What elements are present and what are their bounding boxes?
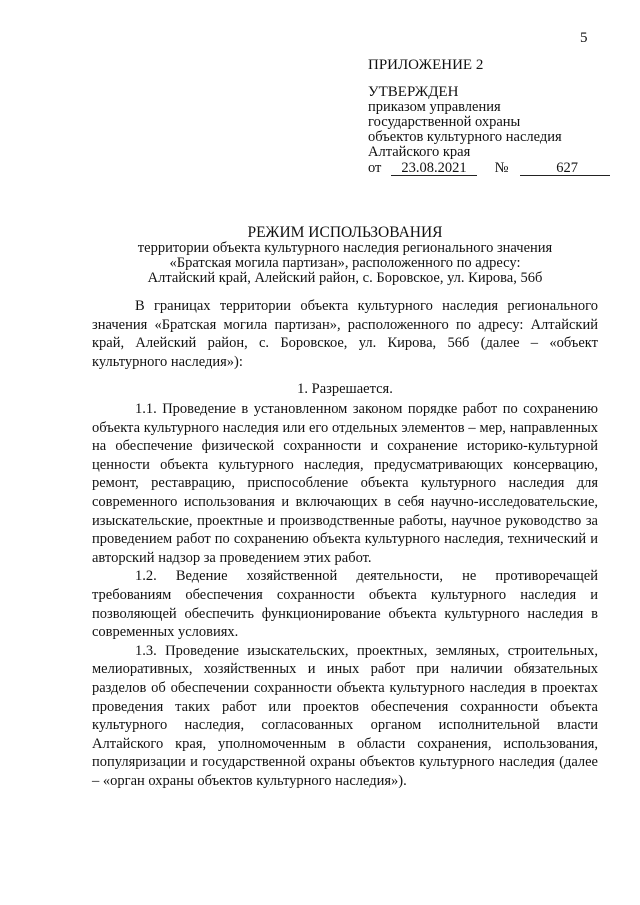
intro-paragraph: В границах территории объекта культурного наследия регионального значения «Братская могила партизан», расположенного по адресу: Алтайский край, Алейский район, с. Боровское, ул. Кирова, 56б (далее – «объект культурного наследия»):: [92, 298, 598, 370]
number-prefix: №: [494, 160, 509, 176]
section-heading: 1. Разрешается.: [297, 381, 393, 397]
date-prefix: от: [368, 160, 382, 176]
document-title: РЕЖИМ ИСПОЛЬЗОВАНИЯ: [247, 224, 443, 241]
approval-block: [368, 58, 610, 176]
list-item: 1.3. Проведение изыскательских, проектных, земляных, строительных, мелиоративных, хозяйственных и иных работ при наличии обязательных разделов об обеспечении сохранности объекта культурного наследия в проектах проведения таких работ или проектов обеспечения сохранности объекта культурного наследия, согласованных органом исполнительной власти Алтайского края, уполномоченным в области сохранения, использования, популяризации и государственной охраны объектов культурного наследия (далее – «орган охраны объектов культурного наследия»).: [92, 642, 598, 789]
document-title-block: [92, 225, 598, 286]
title-line: Алтайский край, Алейский район, с. Боровское, ул. Кирова, 56б: [147, 270, 543, 286]
approval-line: приказом управления: [368, 99, 501, 115]
appendix-label: ПРИЛОЖЕНИЕ 2: [368, 57, 484, 73]
page-number: 5: [580, 30, 588, 46]
list-item: 1.2. Ведение хозяйственной деятельности, не противоречащей требованиям обеспечения сохранности объекта культурного наследия и позволяющей обеспечить функционирование объекта культурного наследия в современных условиях.: [92, 568, 598, 641]
title-line: «Братская могила партизан», расположенного по адресу:: [169, 255, 521, 271]
approval-line: Алтайского края: [368, 144, 471, 160]
order-number: 627: [520, 161, 610, 176]
approval-line: объектов культурного наследия: [368, 129, 562, 145]
order-date-line: [368, 161, 610, 176]
order-date: 23.08.2021: [391, 161, 477, 176]
title-line: территории объекта культурного наследия регионального значения: [137, 240, 553, 256]
section-items: [92, 400, 598, 790]
approval-line: государственной охраны: [368, 114, 521, 130]
list-item: 1.1. Проведение в установленном законом порядке работ по сохранению объекта культурного наследия или его отдельных элементов – мер, направленных на обеспечение физической сохранности и сохранение историко-культурной ценности объекта культурного наследия, предусматривающих консервацию, ремонт, реставрацию, приспособление объекта культурного наследия для современного использования и включающих в себя научно-исследовательские, изыскательские, проектные и производственные работы, научное руководство за проведением работ по сохранению объекта культурного наследия, технический и авторский надзор за проведением этих работ.: [92, 401, 598, 566]
approved-label: УТВЕРЖДЕН: [368, 84, 459, 100]
